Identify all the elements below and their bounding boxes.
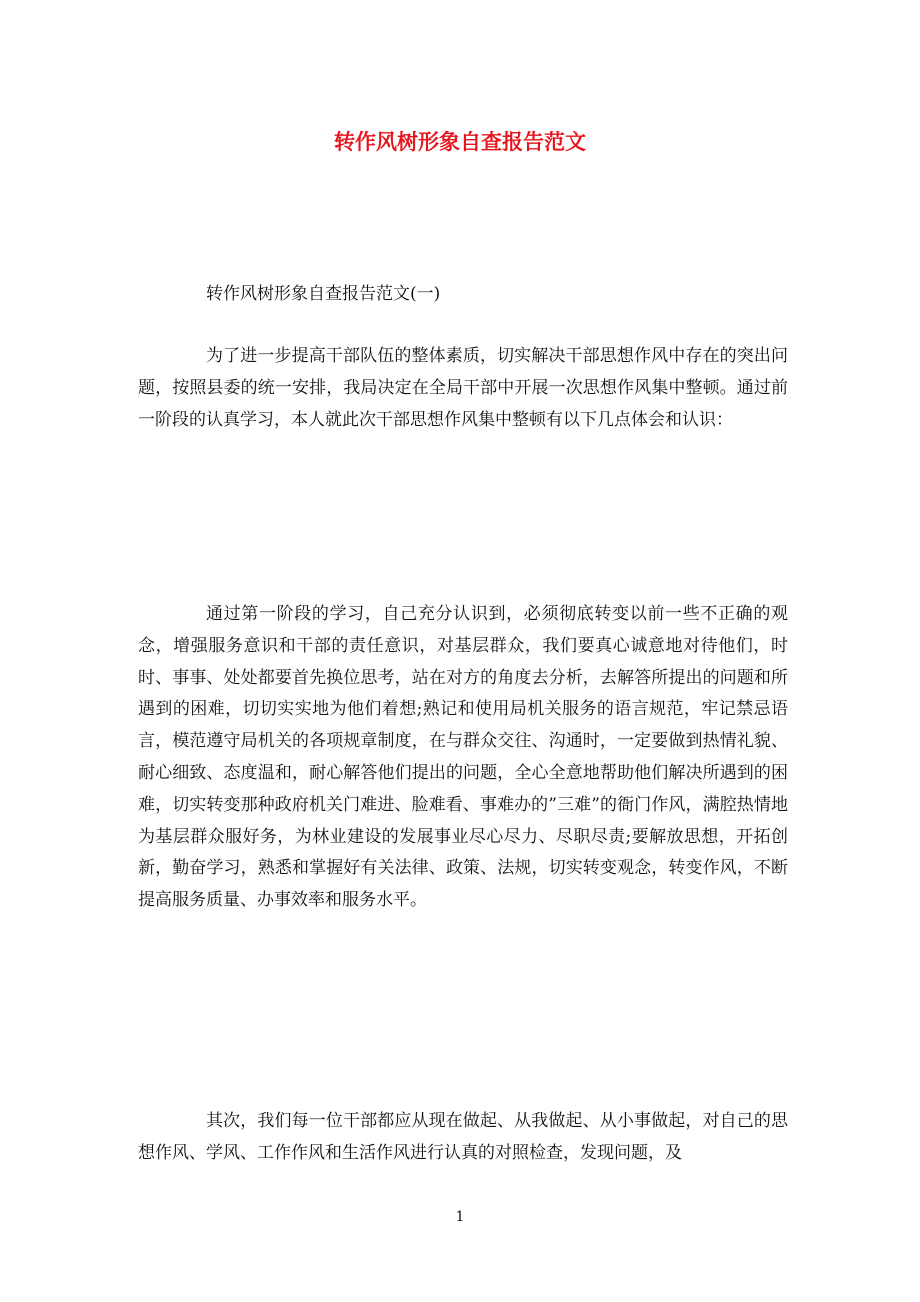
paragraph-1: 为了进一步提高干部队伍的整体素质，切实解决干部思想作风中存在的突出问题，按照县委的统一安排，我局决定在全局干部中开展一次思想作风集中整顿。通过前一阶段的认真学习，本人就此次干部思想作风集中整顿有以下几点体会和认识：: [138, 346, 788, 430]
document-subtitle: 转作风树形象自查报告范文(一): [206, 284, 441, 304]
page-number: 1: [455, 1209, 465, 1225]
paragraph-3: 其次，我们每一位干部都应从现在做起、从我做起、从小事做起，对自己的思想作风、学风、工作作风和生活作风进行认真的对照检查，发现问题，及: [138, 1111, 788, 1163]
document-title: 转作风树形象自查报告范文: [334, 129, 586, 154]
paragraph-2: 通过第一阶段的学习，自己充分认识到，必须彻底转变以前一些不正确的观念，增强服务意识和干部的责任意识，对基层群众，我们要真心诚意地对待他们，时时、事事、处处都要首先换位思考，站在对方的角度去分析，去解答所提出的问题和所遇到的困难，切切实实地为他们着想;熟记和使用局机关服务的语言规范，牢记禁忌语言，模范遵守局机关的各项规章制度，在与群众交往、沟通时，一定要做到热情礼貌、耐心细致、态度温和，耐心解答他们提出的问题，全心全意地帮助他们解决所遇到的困难，切实转变那种政府机关门难进、脸难看、事难办的”三难”的衙门作风，满腔热情地为基层群众服好务，为林业建设的发展事业尽心尽力、尽职尽责;要解放思想，开拓创新，勤奋学习，熟悉和掌握好有关法律、政策、法规，切实转变观念，转变作风，不断提高服务质量、办事效率和服务水平。: [138, 604, 788, 911]
